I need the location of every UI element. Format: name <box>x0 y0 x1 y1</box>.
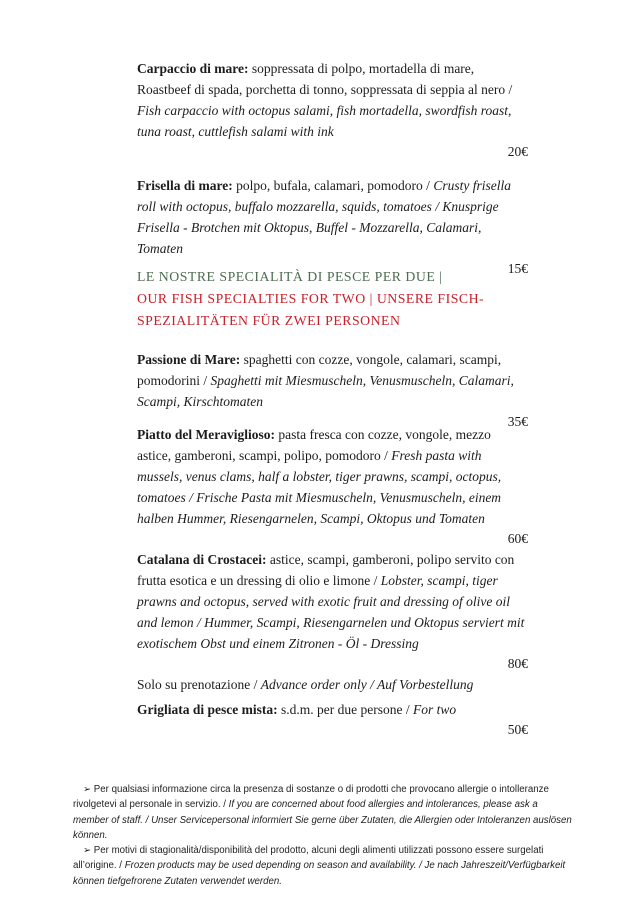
menu-item-price: 35€ <box>507 414 528 429</box>
footnote-allergies <box>73 782 573 843</box>
menu-item-italian-text: astice, scampi, gamberoni, polipo servito con frutta esotica e un dressing di olio e limone / <box>137 552 515 588</box>
menu-item-price: 60€ <box>507 531 528 546</box>
menu-item-italian-text: spaghetti con cozze, vongole, calamari, scampi, pomodorini / <box>137 352 502 388</box>
section-heading-italian-line: LE NOSTRE SPECIALITÀ DI PESCE PER DUE | <box>137 269 443 284</box>
menu-item-name: Carpaccio di mare: <box>137 61 249 76</box>
advance-order-note-italian: Solo su prenotazione / <box>137 677 261 692</box>
menu-item-carpaccio-di-mare <box>137 58 528 161</box>
footnote-allergies-italian: ➢ Per qualsiasi informazione circa la presenza di sostanze o di prodotti che provocano allergie o intolleranze rivolgetevi al personale in servizio. / <box>73 784 549 811</box>
menu-item-italian-text: pasta fresca con cozze, vongole, mezzo astice, gamberoni, scampi, polipo, pomodoro / <box>137 427 491 463</box>
advance-order-note-translation: Advance order only / Auf Vorbestellung <box>260 677 474 692</box>
menu-item-name: Frisella di mare: <box>137 178 233 193</box>
menu-item-italian-text: polpo, bufala, calamari, pomodoro / <box>232 178 434 193</box>
menu-item-name: Passione di Mare: <box>137 352 241 367</box>
section-heading-fish-specialties <box>137 266 567 332</box>
menu-item-description <box>137 424 528 529</box>
menu-item-passione-di-mare <box>137 349 528 431</box>
footnote-allergies-translation: If you are concerned about food allergies and intolerances, please ask a member of staff. / Unser Servicepersonal informiert Sie gerne über Zutaten, die Allergien oder Intoleranzen auslösen können. <box>73 799 572 841</box>
menu-item-frisella-di-mare <box>137 175 528 278</box>
menu-item-italian-text: soppressata di polpo, mortadella di mare, Roastbeef di spada, porchetta di tonno, soppressata di seppia al nero / <box>137 61 513 97</box>
menu-item-translation: Fresh pasta with mussels, venus clams, half a lobster, tiger prawns, scampi, octopus, tomatoes / Frische Pasta mit Miesmuscheln, Venusmuscheln, einem halben Hummer, Riesengarnelen, Scampi, Oktopus und Tomaten <box>137 448 502 526</box>
menu-item-price: 20€ <box>507 144 528 159</box>
menu-item-description <box>137 175 528 259</box>
footnote-frozen-products-translation: Frozen products may be used depending on season and availability. / Je nach Jahreszeit/Verfügbarkeit können tiefgefrorene Zutaten verwendet werden. <box>73 860 566 887</box>
allergy-footnotes <box>73 782 573 889</box>
menu-item-piatto-del-meraviglioso <box>137 424 528 548</box>
menu-item-name: Piatto del Meraviglioso: <box>137 427 275 442</box>
menu-item-translation: For two <box>412 702 457 717</box>
menu-item-description <box>137 699 528 720</box>
menu-item-description <box>137 549 528 654</box>
menu-item-name: Catalana di Crostacei: <box>137 552 267 567</box>
section-heading-english-line: OUR FISH SPECIALTIES FOR TWO | UNSERE FISCH- <box>137 291 485 306</box>
footnote-frozen-products-italian: ➢ Per motivi di stagionalità/disponibilità del prodotto, alcuni degli alimenti utilizzati possono essere surgelati all’origine. / <box>73 845 544 872</box>
menu-item-catalana-di-crostacei <box>137 549 528 695</box>
advance-order-note <box>137 674 528 695</box>
section-heading-german-line: SPEZIALITÄTEN FÜR ZWEI PERSONEN <box>137 313 401 328</box>
menu-item-price: 50€ <box>507 722 528 737</box>
menu-item-translation: Spaghetti mit Miesmuscheln, Venusmuscheln, Calamari, Scampi, Kirschtomaten <box>137 373 514 409</box>
menu-item-italian-text: s.d.m. per due persone / <box>277 702 413 717</box>
menu-item-price: 80€ <box>507 656 528 671</box>
menu-item-translation: Fish carpaccio with octopus salami, fish mortadella, swordfish roast, tuna roast, cuttlefish salami with ink <box>137 103 512 139</box>
menu-item-description <box>137 58 528 142</box>
menu-item-name: Grigliata di pesce mista: <box>137 702 278 717</box>
menu-item-translation: Lobster, scampi, tiger prawns and octopus, served with exotic fruit and dressing of olive oil and lemon / Hummer, Scampi, Riesengarnelen und Oktopus serviert mit exotischem Obst und einem Zitronen - Öl - Dressing <box>137 573 525 651</box>
menu-item-price: 15€ <box>507 261 528 276</box>
menu-item-translation: Crusty frisella roll with octopus, buffalo mozzarella, squids, tomatoes / Knusprige Frisella - Brotchen mit Oktopus, Buffel - Mozzarella, Calamari, Tomaten <box>137 178 511 256</box>
footnote-frozen-products <box>73 843 573 889</box>
menu-item-description <box>137 349 528 412</box>
menu-item-grigliata-di-pesce-mista <box>137 699 528 739</box>
